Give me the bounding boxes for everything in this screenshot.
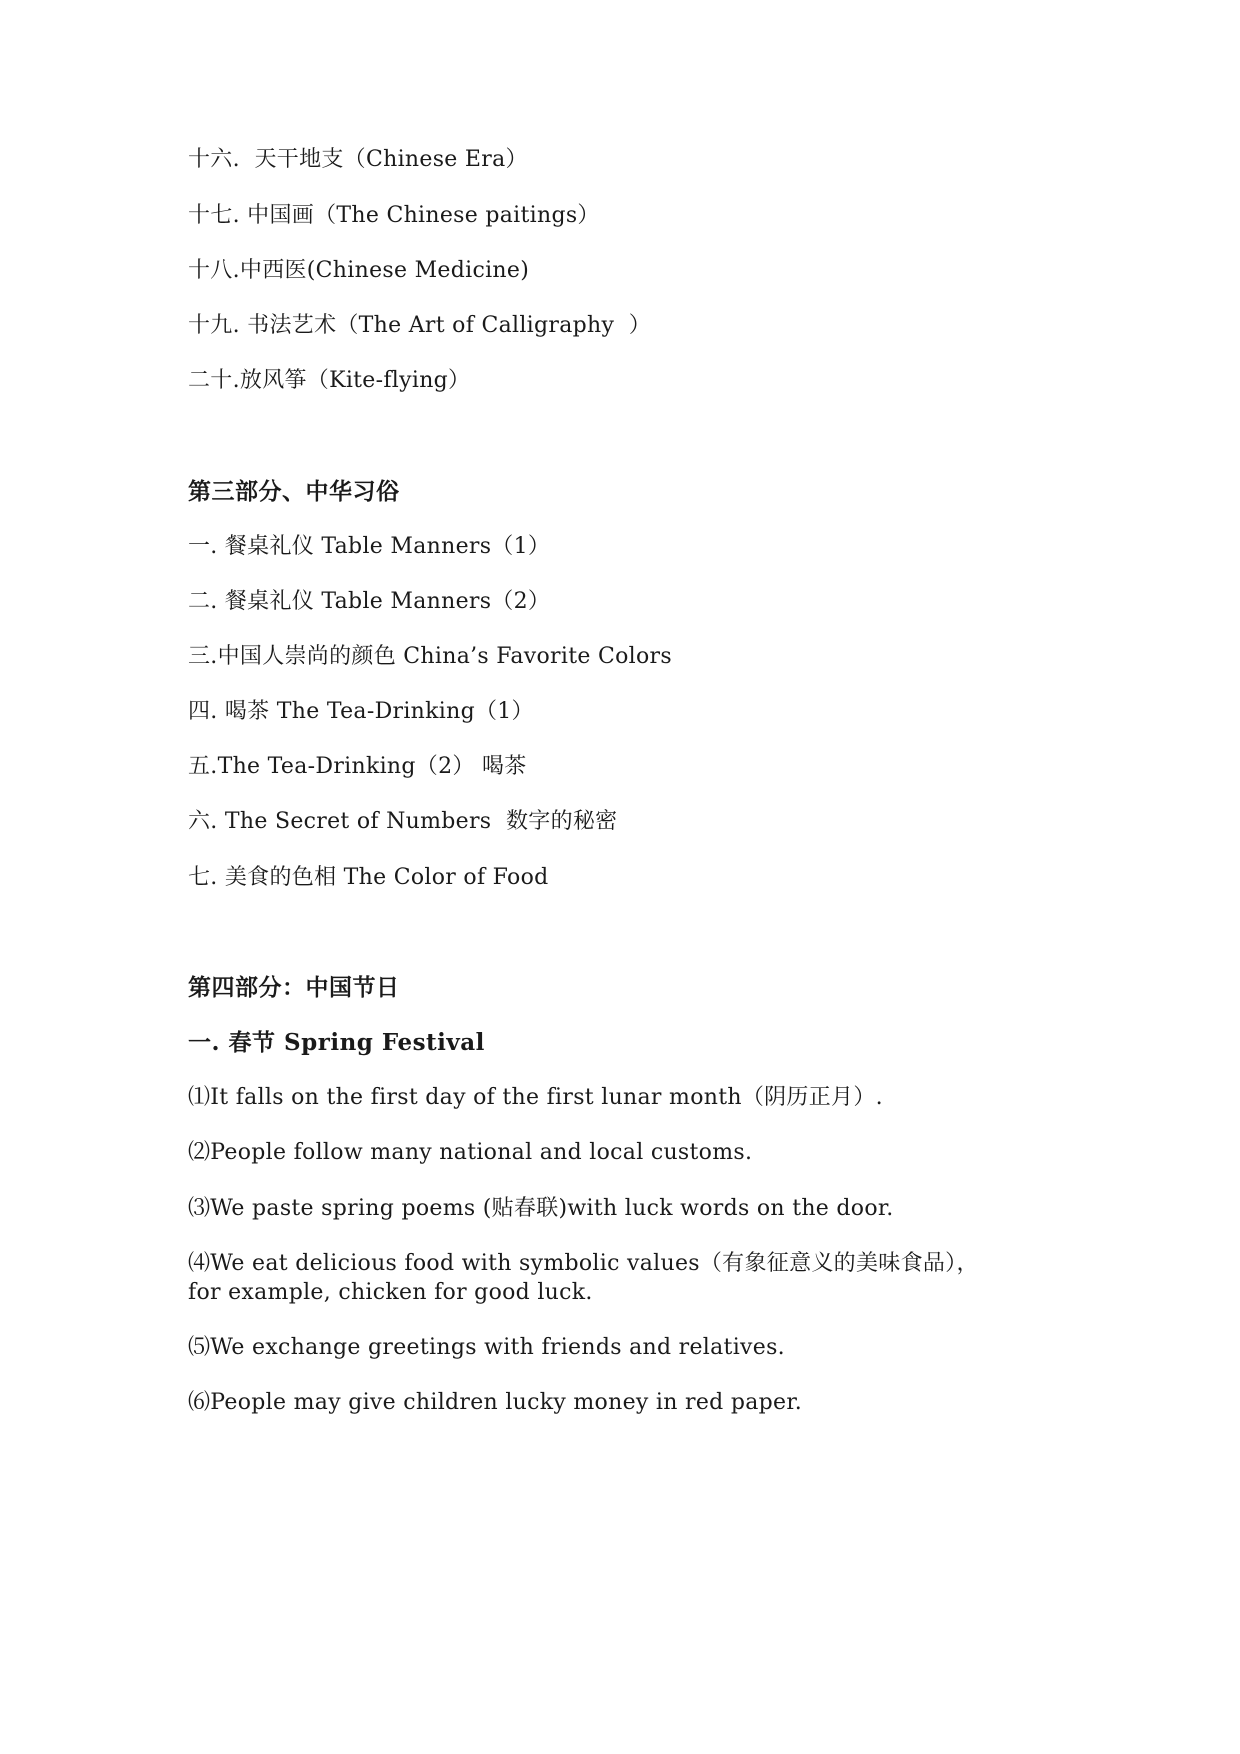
- festival-point-3: ⑶We paste spring poems (贴春联)with luck words on the door.: [188, 1196, 894, 1221]
- spring-festival-subheading: 一. 春节 Spring Festival: [188, 1029, 485, 1056]
- list-item-16: 十六. 天干地支（Chinese Era）: [188, 147, 528, 172]
- list-item-17: 十七. 中国画（The Chinese paitings）: [188, 203, 600, 228]
- festival-point-4: ⑷We eat delicious food with symbolic values（有象征意义的美味食品），: [188, 1251, 979, 1276]
- section-3-item-4: 四. 喝茶 The Tea-Drinking（1）: [188, 699, 534, 724]
- festival-point-1: ⑴It falls on the first day of the first lunar month（阴历正月）.: [188, 1085, 883, 1110]
- section-3-item-5: 五.The Tea-Drinking（2） 喝茶: [188, 754, 527, 779]
- list-item-19: 十九. 书法艺术（The Art of Calligraphy ）: [188, 313, 652, 338]
- section-3-heading: 第三部分、中华习俗: [188, 478, 400, 505]
- list-item-20: 二十.放风筝（Kite-flying）: [188, 368, 471, 393]
- section-3-item-1: 一. 餐桌礼仪 Table Manners（1）: [188, 534, 551, 559]
- section-3-item-6: 六. The Secret of Numbers 数字的秘密: [188, 809, 618, 834]
- list-item-18: 十八.中西医(Chinese Medicine): [188, 258, 530, 283]
- festival-point-2: ⑵People follow many national and local customs.: [188, 1140, 753, 1165]
- section-3-item-7: 七. 美食的色相 The Color of Food: [188, 865, 549, 890]
- section-4-heading: 第四部分：中国节日: [188, 974, 400, 1001]
- section-3-item-3: 三.中国人崇尚的颜色 China’s Favorite Colors: [188, 644, 672, 669]
- festival-point-5: ⑸We exchange greetings with friends and relatives.: [188, 1335, 785, 1360]
- festival-point-6: ⑹People may give children lucky money in red paper.: [188, 1390, 803, 1415]
- section-3-item-2: 二. 餐桌礼仪 Table Manners（2）: [188, 589, 551, 614]
- festival-point-4-continued: for example, chicken for good luck.: [188, 1280, 593, 1305]
